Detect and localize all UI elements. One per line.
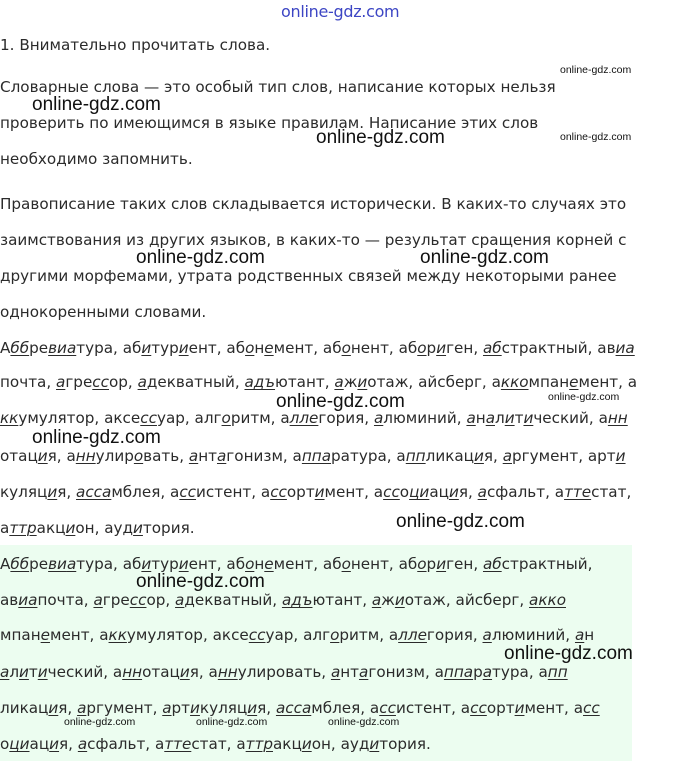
watermark-large: online-gdz.com xyxy=(32,94,161,115)
orthogram-highlight: асса xyxy=(275,699,312,717)
orthogram-highlight: а xyxy=(502,447,513,465)
orthogram-highlight: и xyxy=(178,339,189,357)
orthogram-highlight: о xyxy=(221,409,231,427)
orthogram-highlight: пп xyxy=(547,663,568,681)
answer-line-4: алитический, аннотация, аннулировать, антагонизм, аппаратура, апп xyxy=(0,663,568,681)
orthogram-highlight: и xyxy=(436,555,447,573)
paragraph-1-line-2: проверить по имеющимся в языке правилам. Написание этих слов xyxy=(0,114,539,132)
orthogram-highlight: а xyxy=(162,699,172,717)
orthogram-highlight: о xyxy=(341,339,351,357)
orthogram-highlight: а xyxy=(529,591,539,609)
watermark-small: online-gdz.com xyxy=(196,716,268,728)
orthogram-highlight: тте xyxy=(164,735,192,753)
orthogram-highlight: и xyxy=(65,519,76,537)
orthogram-highlight: и xyxy=(19,663,29,681)
orthogram-highlight: а xyxy=(330,663,341,681)
orthogram-highlight: нн xyxy=(75,447,96,465)
orthogram-highlight: нн xyxy=(607,409,628,427)
orthogram-highlight: а xyxy=(66,555,77,573)
orthogram-highlight: а xyxy=(188,447,199,465)
orthogram-highlight: аб xyxy=(482,339,502,357)
orthogram-highlight: ппа xyxy=(301,447,332,465)
orthogram-highlight: о xyxy=(417,555,427,573)
watermark-large: online-gdz.com xyxy=(136,247,265,268)
orthogram-highlight: а xyxy=(482,663,493,681)
paragraph-1-line-1: Словарные слова — это особый тип слов, написание которых нельзя xyxy=(0,78,556,96)
orthogram-highlight: и xyxy=(504,409,515,427)
word-list-line-4: отация, аннулировать, антагонизм, аппаратура, аппликация, аргумент, арти xyxy=(0,447,626,465)
orthogram-highlight: адъ xyxy=(281,591,313,609)
watermark-small: online-gdz.com xyxy=(328,716,400,728)
watermark-large: online-gdz.com xyxy=(316,127,445,148)
orthogram-highlight: а xyxy=(0,663,10,681)
orthogram-highlight: сс xyxy=(92,373,109,391)
orthogram-highlight: и xyxy=(47,483,58,501)
orthogram-highlight: е xyxy=(264,339,274,357)
word-list-line-5: куляция, ассамблея, ассистент, ассортимент, ассоциация, асфальт, аттестат, xyxy=(0,483,632,501)
orthogram-highlight: сс xyxy=(179,483,197,501)
orthogram-highlight: а xyxy=(137,373,147,391)
orthogram-highlight: сс xyxy=(129,591,147,609)
orthogram-highlight: ви xyxy=(48,339,67,357)
orthogram-highlight: бб xyxy=(10,339,30,357)
orthogram-highlight: и xyxy=(141,339,152,357)
answer-line-6: оциация, асфальт, аттестат, аттракцион, аудитория. xyxy=(0,735,431,753)
orthogram-highlight: и xyxy=(48,699,59,717)
orthogram-highlight: о xyxy=(330,626,340,644)
orthogram-highlight: лле xyxy=(289,409,319,427)
orthogram-highlight: о xyxy=(341,555,351,573)
orthogram-highlight: о xyxy=(245,339,255,357)
paragraph-1-line-3: необходимо запомнить. xyxy=(0,150,193,168)
paragraph-2-line-4: однокоренными словами. xyxy=(0,303,207,321)
orthogram-highlight: и xyxy=(394,591,405,609)
orthogram-highlight: и xyxy=(247,699,258,717)
orthogram-highlight: е xyxy=(40,626,50,644)
orthogram-highlight: сс xyxy=(383,483,400,501)
orthogram-highlight: ци xyxy=(409,483,430,501)
watermark-large: online-gdz.com xyxy=(420,247,549,268)
paragraph-2-line-3: другими морфемами, утрата родственных связей между некоторыми ранее xyxy=(0,267,617,285)
word-list-line-6: аттракцион, аудитория. xyxy=(0,519,195,537)
orthogram-highlight: е xyxy=(264,555,274,573)
answer-line-1: Аббревиатура, абитуриент, абонемент, абонент, абориген, абстрактный, xyxy=(0,555,593,573)
orthogram-highlight: иа xyxy=(18,591,38,609)
word-list-line-1: Аббревиатура, абитуриент, абонемент, абонент, абориген, абстрактный, авиа xyxy=(0,339,635,357)
orthogram-highlight: нн xyxy=(122,663,143,681)
orthogram-highlight: а xyxy=(482,626,492,644)
orthogram-highlight: и xyxy=(314,483,325,501)
orthogram-highlight: кко xyxy=(500,373,529,391)
orthogram-highlight: о xyxy=(417,339,427,357)
orthogram-highlight: и xyxy=(436,339,447,357)
orthogram-highlight: а xyxy=(66,339,77,357)
watermark-large: online-gdz.com xyxy=(276,391,405,412)
orthogram-highlight: и xyxy=(133,519,143,537)
orthogram-highlight: и xyxy=(523,409,534,427)
orthogram-highlight: а xyxy=(359,663,369,681)
orthogram-highlight: и xyxy=(357,373,368,391)
orthogram-highlight: тте xyxy=(564,483,592,501)
orthogram-highlight: и xyxy=(474,447,484,465)
orthogram-highlight: и xyxy=(141,555,152,573)
orthogram-highlight: и xyxy=(37,663,48,681)
orthogram-highlight: сс xyxy=(140,409,157,427)
paragraph-2-line-1: Правописание таких слов складывается исторически. В каких-то случаях это xyxy=(0,195,627,213)
orthogram-highlight: ттр xyxy=(9,519,37,537)
orthogram-highlight: адъ xyxy=(244,373,276,391)
orthogram-highlight: а xyxy=(485,409,495,427)
orthogram-highlight: о xyxy=(133,447,144,465)
orthogram-highlight: о xyxy=(245,555,255,573)
word-list-line-2: почта, агрессор, адекватный, адъютант, ажиотаж, айсберг, аккомпанемент, а xyxy=(0,373,638,391)
watermark-small: online-gdz.com xyxy=(64,716,136,728)
watermark-small: online-gdz.com xyxy=(560,64,632,76)
orthogram-highlight: кко xyxy=(538,591,566,609)
orthogram-highlight: и xyxy=(37,447,48,465)
orthogram-highlight: ппа xyxy=(443,663,474,681)
word-list-line-3: ккумулятор, аксессуар, алгоритм, аллегория, алюминий, аналитический, анн xyxy=(0,409,628,427)
orthogram-highlight: е xyxy=(569,373,579,391)
orthogram-highlight: и xyxy=(615,447,626,465)
orthogram-highlight: ви xyxy=(48,555,67,573)
orthogram-highlight: а xyxy=(371,591,382,609)
orthogram-highlight: асса xyxy=(76,483,112,501)
orthogram-highlight: бб xyxy=(10,555,30,573)
orthogram-highlight: лле xyxy=(398,626,427,644)
orthogram-highlight: кк xyxy=(108,626,127,644)
orthogram-highlight: и xyxy=(49,735,60,753)
orthogram-highlight: а xyxy=(93,591,103,609)
task-title: 1. Внимательно прочитать слова. xyxy=(0,36,271,54)
paragraph-2-line-2: заимствования из других языков, в каких-то — результат сращения корней с xyxy=(0,231,627,249)
orthogram-highlight: а xyxy=(175,591,185,609)
answer-line-5: ликация, аргумент, артикуляция, ассамблея, ассистент, ассортимент, асс xyxy=(0,699,600,717)
orthogram-highlight: а xyxy=(216,447,227,465)
orthogram-highlight: ци xyxy=(9,735,30,753)
answer-line-3: мпанемент, аккумулятор, аксессуар, алгоритм, аллегория, алюминий, ан xyxy=(0,626,595,644)
orthogram-highlight: а xyxy=(334,373,344,391)
watermark-large: online-gdz.com xyxy=(504,643,633,664)
orthogram-highlight: сс xyxy=(270,483,287,501)
orthogram-highlight: а xyxy=(56,373,66,391)
orthogram-highlight: а xyxy=(466,409,476,427)
orthogram-highlight: нн xyxy=(217,663,238,681)
orthogram-highlight: иа xyxy=(615,339,635,357)
orthogram-highlight: ттр xyxy=(245,735,273,753)
orthogram-highlight: и xyxy=(178,555,189,573)
orthogram-highlight: а xyxy=(477,483,487,501)
orthogram-highlight: и xyxy=(190,699,200,717)
site-header-watermark: online-gdz.com xyxy=(281,2,400,21)
orthogram-highlight: сс xyxy=(379,699,396,717)
orthogram-highlight: сс xyxy=(248,626,266,644)
orthogram-highlight: а xyxy=(373,409,384,427)
orthogram-highlight: аб xyxy=(482,555,502,573)
orthogram-highlight: и xyxy=(179,663,190,681)
orthogram-highlight: и xyxy=(514,699,525,717)
answer-line-2: авиапочта, агрессор, адекватный, адъютант, ажиотаж, айсберг, акко xyxy=(0,591,566,609)
watermark-large: online-gdz.com xyxy=(32,427,161,448)
orthogram-highlight: и xyxy=(448,483,459,501)
orthogram-highlight: пп xyxy=(405,447,426,465)
orthogram-highlight: а xyxy=(574,626,585,644)
orthogram-highlight: сс xyxy=(470,699,487,717)
watermark-large: online-gdz.com xyxy=(136,571,265,592)
orthogram-highlight: и xyxy=(369,735,380,753)
orthogram-highlight: и xyxy=(301,735,312,753)
orthogram-highlight: кк xyxy=(0,409,19,427)
orthogram-highlight: сс xyxy=(583,699,600,717)
orthogram-highlight: а xyxy=(77,699,87,717)
watermark-small: online-gdz.com xyxy=(560,131,632,143)
watermark-small: online-gdz.com xyxy=(548,391,620,403)
watermark-large: online-gdz.com xyxy=(396,511,525,532)
orthogram-highlight: а xyxy=(77,735,88,753)
